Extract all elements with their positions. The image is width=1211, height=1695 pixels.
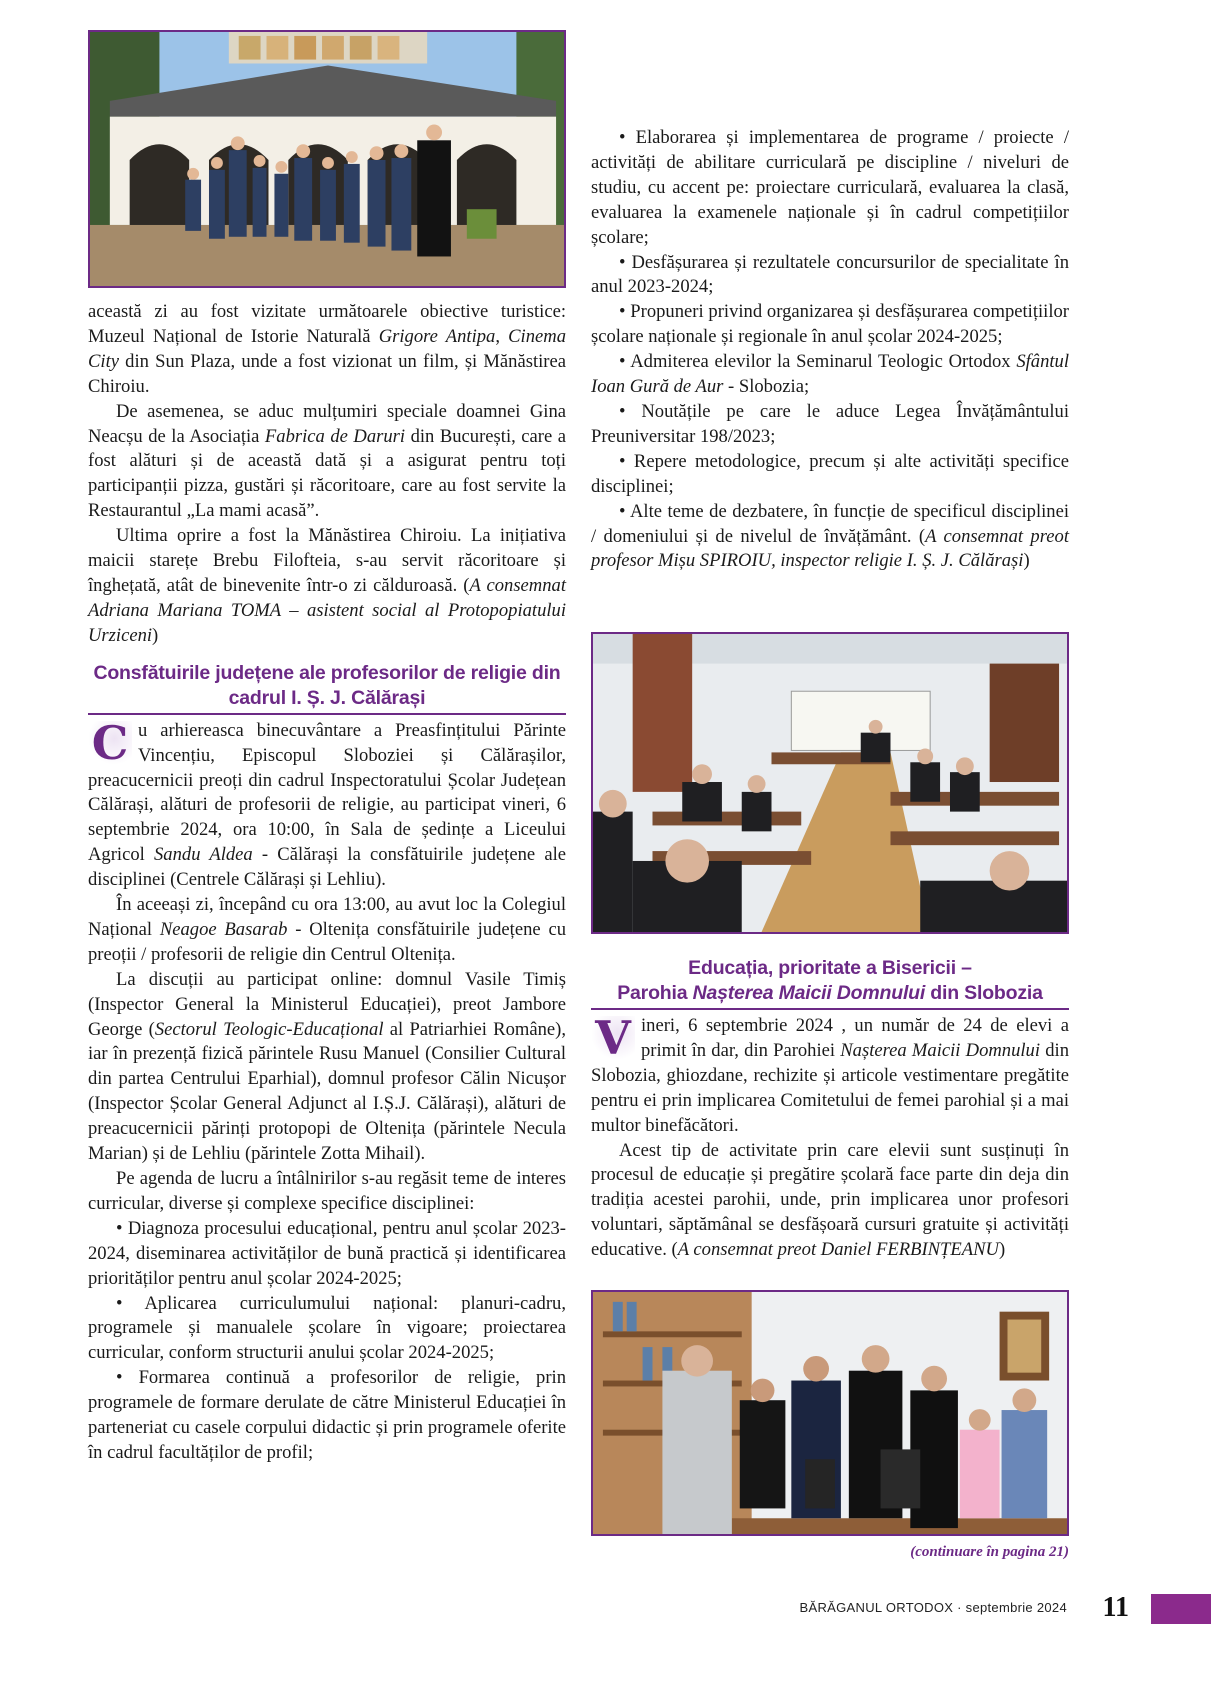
article1-paragraph-3: Ultima oprire a fost la Mănăstirea Chiroiu. La inițiativa maicii starețe Brebu Filofteia, s-au servit răcoritoare și înghețată, atât de binevenite într-o zi călduroasă. (A consemnat Adriana Mariana TOMA – asistent social al Protopopiatului Urziceni) [88,525,566,646]
parish-children-photo [591,1290,1069,1536]
headline-rule [591,1008,1069,1010]
monastery-group-photo [88,30,566,288]
article2-paragraph-2: În aceeași zi, începând cu ora 13:00, au avut loc la Colegiul Național Neagoe Basarab - Oltenița consfătuirile județene cu preoții / profesorii de religie din Centrul Oltenița. [88,894,566,965]
article1-paragraph-2: De asemenea, se aduc mulțumiri speciale doamnei Gina Neacșu de la Asociația Fabrica de Daruri din București, care a fost alături și de această dată și a asigurat pentru toți participanții pizza, gustări și răcoritoare, care au fost servite la Restaurantul „La mami acasă”. [88,400,566,522]
article3 [591,956,1069,1263]
publication-name: BĂRĂGANUL ORTODOX · septembrie 2024 [799,1600,1067,1615]
article2-paragraph-3: La discuții au participat online: domnul Vasile Timiș (Inspector General la Ministerul Educației), preot Jambore George (Sectorul Teologic-Educațional al Patriarhiei Române), iar în prezență fizică părintele Rusu Manuel (Consilier Cultural din partea Centrului Eparhial), domnul profesor Călin Nicușor (Inspector Școlar General Adjunct al I.Ș.J. Călărași), alături de preacucernicii părinți protopopi de Oltenița (părintele Necula Marian) și de Lehliu (părintele Zotta Mihail). [88,968,566,1165]
agenda-item: • Diagnoza procesului educațional, pentru anul școlar 2023-2024, diseminarea activităților de bună practică și identificarea priorităților pentru anul școlar 2024-2025; [88,1217,566,1289]
footer-accent-bar [1151,1594,1211,1624]
conference-room-photo [591,632,1069,934]
agenda-item: • Admiterea elevilor la Seminarul Teologic Ortodox Sfântul Ioan Gură de Aur - Slobozia; [591,351,1069,398]
agenda-item: • Propuneri privind organizarea și desfășurarea competițiilor școlare naționale și regionale în anul școlar 2024-2025; [591,301,1069,348]
agenda-item: • Aplicarea curriculumului național: planuri-cadru, programele și manualele școlare în vigoare; proiectarea curricular, conform structurii anului școlar 2024-2025; [88,1292,566,1364]
agenda-item: • Formarea continuă a profesorilor de religie, prin programele de formare derulate de către Ministerul Educației în parteneriat cu casele corpului didactic și prin programele oferite în cadrul facultăților de profil; [88,1367,566,1463]
drop-cap: V [591,1016,635,1060]
agenda-item: • Alte teme de dezbatere, în funcție de specificul disciplinei / domeniului și de nivelul de învățământ. (A consemnat preot profesor Mișu SPIROIU, inspector religie I. Ș. J. Călărași) [591,500,1069,572]
article3-paragraph-2: Acest tip de activitate prin care elevii sunt susținuți în procesul de educație și pregătire școlară face parte din deja din tradiția acestei parohii, unde, prin implicarea unor profesori voluntari, săptămânal se desfășoară cursuri gratuite și activități educative. (A consemnat preot Daniel FERBINȚEANU) [591,1139,1069,1261]
continuation-note: (continuare în pagina 21) [910,1544,1069,1560]
article3-paragraph-1: V ineri, 6 septembrie 2024 , un număr de 24 de elevi a primit în dar, din Parohiei Nașterea Maicii Domnului din Slobozia, ghiozdane, rechizite și articole vestimentare pregătite pentru ei prin implicarea Comitetului de femei parohial și a mai multor binefăcători. [591,1011,1069,1136]
page-number: 11 [1102,1592,1129,1623]
article2-headline: Consfătuirile județene ale profesorilor de religie din cadrul I. Ș. J. Călărași [93,661,561,709]
article2-paragraph-4: Pe agenda de lucru a întâlnirilor s-au regăsit teme de interes curricular, diverse și complexe specifice disciplinei: [88,1168,566,1214]
headline-rule [88,713,566,715]
article3-headline: Educația, prioritate a Bisericii – Parohia Nașterea Maicii Domnului din Slobozia [617,957,1043,1004]
article2-paragraph-1: C u arhiereasca binecuvântare a Preasfințitului Părinte Vincențiu, Episcopul Sloboziei și Călărașilor, preacucernicii preoți din cadrul Inspectoratului Școlar Județean Călărași, alături de profesorii de religie, au participat vineri, 6 septembrie 2024, ora 10:00, în Sala de ședințe a Liceului Agricol Sandu Aldea - Călărași la consfătuirile județene ale disciplinei (Centrele Călărași și Lehliu). [88,715,566,891]
agenda-item: • Noutățile pe care le aduce Legea Învățământului Preuniversitar 198/2023; [591,400,1069,447]
agenda-item: • Elaborarea și implementarea de programe / proiecte / activități de abilitare curriculară pe discipline / niveluri de studiu, cu accent pe: proiectare curriculară, evaluarea la clasă, evaluarea la examenele naționale și în cadrul competițiilor școlare; [591,127,1069,248]
drop-cap: C [88,721,132,765]
right-column [591,126,1069,574]
agenda-item: • Desfășurarea și rezultatele concursurilor de specialitate în anul 2023-2024; [591,251,1069,298]
article1-paragraph-1: această zi au fost vizitate următoarele obiective turistice: Muzeul Național de Istorie Naturală Grigore Antipa, Cinema City din Sun Plaza, unde a fost vizionat un film, și Mănăstirea Chiroiu. [88,301,566,397]
agenda-item: • Repere metodologice, precum și alte activități specifice disciplinei; [591,450,1069,497]
left-column [88,300,566,1466]
page-footer [0,1592,1211,1624]
